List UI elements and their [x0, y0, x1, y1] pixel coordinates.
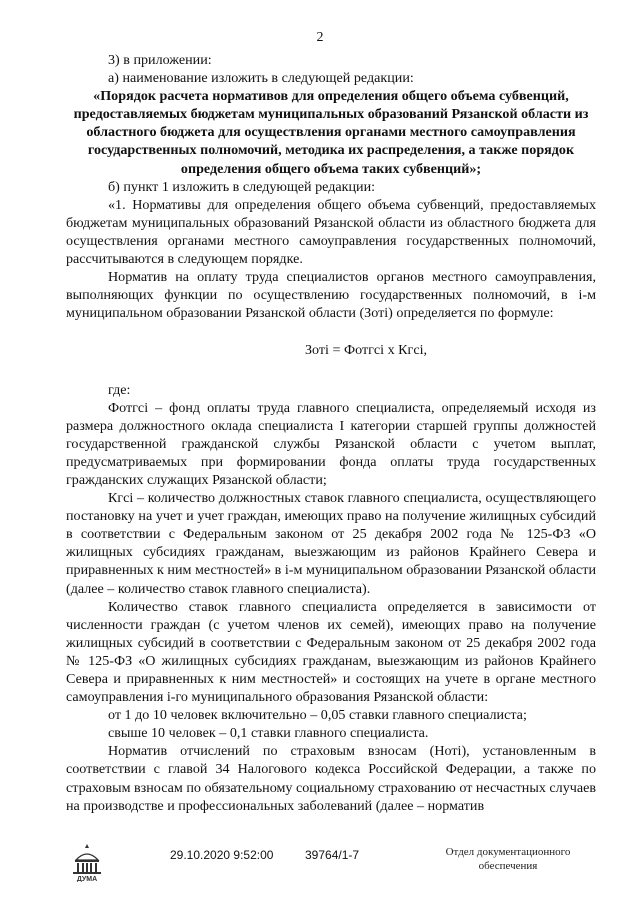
paragraph-rate-low: от 1 до 10 человек включительно – 0,05 ставки главного специалиста;	[108, 707, 527, 724]
paragraph-appendix: 3) в приложении:	[108, 52, 212, 68]
paragraph-labor-norm: Норматив на оплату труда специалистов органов местного самоуправления, выполняющих функции по осуществлению государственных полномочий, в i-м муниципальном образовании Рязанской области (Зотi) определяется по формуле:	[66, 269, 596, 322]
department-line-2: обеспечения	[478, 860, 538, 872]
formula: Зотi = Фотгсi х Кгсi,	[304, 342, 428, 359]
paragraph-fotgs: Фотгсi – фонд оплаты труда главного специалиста, определяемый исходя из размера должностного оклада специалиста I категории старшей группы должностей государственной гражданской службы Рязанской области с учетом выплат, предусматриваемых при формировании фонда оплаты труда государственных гражданских служащих Рязанской области;	[66, 399, 596, 488]
paragraph-norms: «1. Нормативы для определения общего объема субвенций, предоставляемых бюджетам муниципальных образований Рязанской области из областного бюджета для осуществления органами местного самоуправления государственных полномочий, рассчитываются в следующем порядке.	[66, 196, 596, 268]
paragraph-name-change: а) наименование изложить в следующей редакции:	[108, 70, 414, 87]
paragraph-kgs: Кгсi – количество должностных ставок главного специалиста, осуществляющего постановку на учет и учет граждан, имеющих право на получение жилищных субсидий в соответствии с Федеральным законом от 25 декабря 2002 года № 125-ФЗ «О жилищных субсидиях гражданам, выезжающим из районов Крайнего Севера и приравненных к ним местностей» в i-м муниципальном образовании Рязанской области (далее – количество ставок главного специалиста).	[66, 490, 596, 597]
duma-logo-icon	[70, 842, 104, 882]
appendix-title: «Порядок расчета нормативов для определения общего объема субвенций, предоставляемых бюджетам муниципальных образований Рязанской области из областного бюджета для осуществления органами местного самоуправления государственных полномочий, методика их распределения, а также порядок определения общего объема таких субвенций»;	[73, 88, 589, 177]
page-number: 2	[316, 30, 324, 45]
department-stamp	[418, 845, 598, 873]
document-body	[66, 51, 596, 815]
paragraph-point-1: б) пункт 1 изложить в следующей редакции:	[108, 178, 376, 195]
paragraph-insurance: Норматив отчислений по страховым взносам (Нотi), установленным в соответствии с главой 34 Налогового кодекса Российской Федерации, а также по страховым взносам по обязательному социальному страхованию от несчастных случаев на производстве и профессиональных заболеваний (далее – норматив	[66, 743, 596, 814]
department-line-1: Отдел документационного	[445, 846, 571, 858]
paragraph-rates: Количество ставок главного специалиста определяется в зависимости от численности граждан (с учетом членов их семей), имеющих право на получение жилищных субсидий в соответствии с Федеральным законом от 25 декабря 2002 года № 125-ФЗ «О жилищных субсидиях гражданам, выезжающим из районов Крайнего Севера и приравненных к ним местностей» и состоящих на учете в органе местного самоуправления i-го муниципального образования Рязанской области:	[66, 598, 596, 706]
document-number: 39764/1-7	[305, 848, 360, 862]
print-datetime: 29.10.2020 9:52:00	[170, 848, 274, 862]
paragraph-where: где:	[108, 381, 131, 398]
paragraph-rate-high: свыше 10 человек – 0,1 ставки главного специалиста.	[108, 725, 429, 742]
logo-text: ДУМА	[76, 876, 98, 882]
footer	[0, 842, 640, 892]
